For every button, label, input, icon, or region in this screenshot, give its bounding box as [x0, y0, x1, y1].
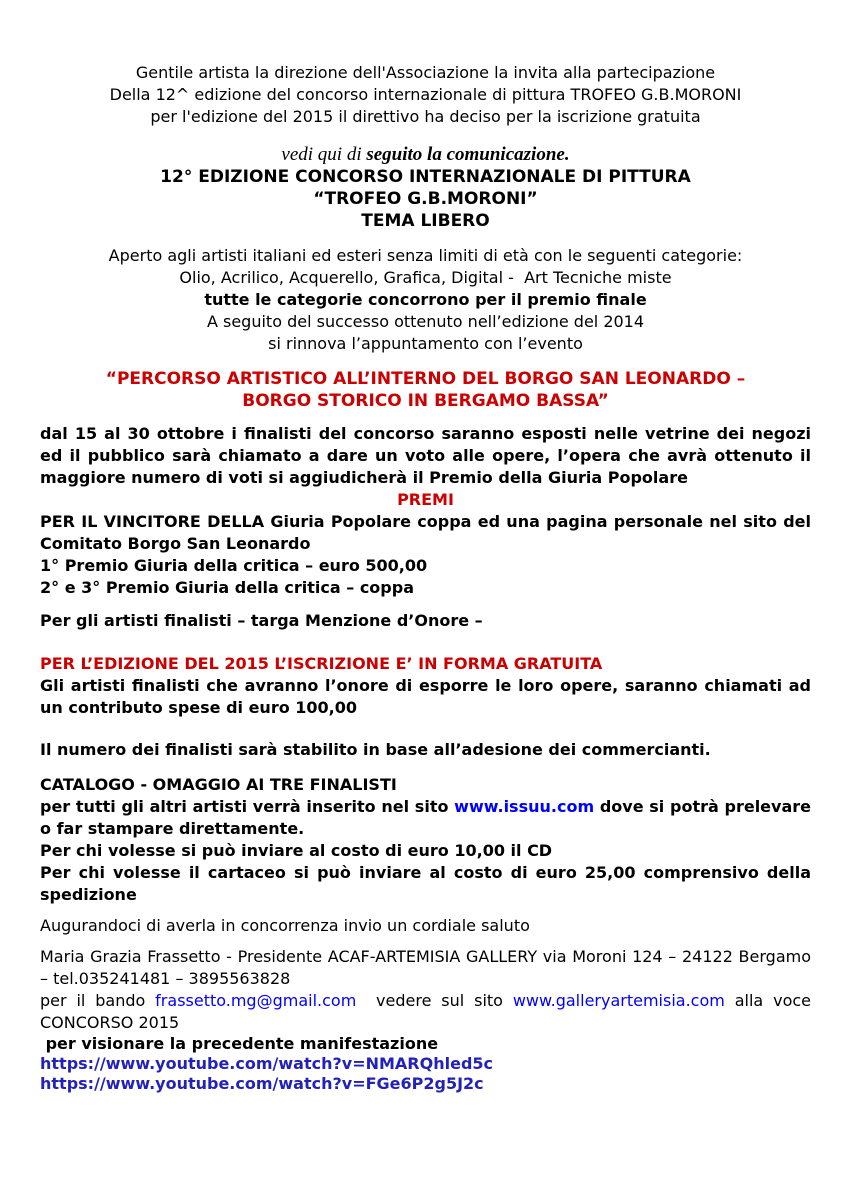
premi-heading: PREMI — [397, 490, 454, 509]
bando-post: alla voce CONCORSO 2015 — [40, 991, 817, 1032]
free-registration-heading: PER L’EDIZIONE DEL 2015 L’ISCRIZIONE E’ IN FORMA GRATUITA — [40, 654, 603, 673]
youtube-link-2[interactable]: https://www.youtube.com/watch?v=FGe6P2g5J2c — [40, 1074, 484, 1093]
bando-paragraph — [40, 990, 817, 1034]
catalog-section — [40, 774, 817, 906]
note-regular-part: vedi qui di — [281, 144, 367, 165]
finalists-number-section — [40, 739, 811, 761]
finalists-number-note: Il numero dei finalisti sarà stabilito in base all’adesione dei commercianti. — [40, 740, 711, 759]
second-third-prize-line: 2° e 3° Premio Giuria della critica – coppa — [40, 578, 414, 597]
intro-line-2: Della 12^ edizione del concorso internazionale di pittura TROFEO G.B.MORONI — [109, 85, 742, 104]
gallery-site-link[interactable]: www.galleryartemisia.com — [512, 991, 725, 1010]
winner-prize-paragraph: PER IL VINCITORE DELLA Giuria Popolare coppa ed una pagina personale nel sito del Comitato Borgo San Leonardo — [40, 512, 817, 553]
event-title-line-1: “PERCORSO ARTISTICO ALL’INTERNO DEL BORGO SAN LEONARDO – — [105, 369, 746, 389]
communication-note-block — [40, 144, 811, 232]
exhibition-paragraph: dal 15 al 30 ottobre i finalisti del concorso saranno esposti nelle vetrine dei negozi ed il pubblico sarà chiamato a dare un voto alle opere, l’opera che avrà ottenuto il maggiore numero di voti si aggiudicherà il Premio della Giuria Popolare — [40, 424, 817, 487]
categories-line-3: tutte le categorie concorrono per il premio finale — [204, 290, 647, 309]
competition-title-line-1: 12° EDIZIONE CONCORSO INTERNAZIONALE DI PITTURA — [160, 167, 691, 187]
bando-pre: per il bando — [40, 991, 156, 1010]
invitation-intro — [40, 62, 811, 128]
finalists-mention-line: Per gli artisti finalisti – targa Menzione d’Onore – — [40, 611, 483, 630]
youtube-link-1-line — [40, 1054, 811, 1074]
registration-section — [40, 653, 817, 719]
issuu-link[interactable]: www.issuu.com — [454, 797, 595, 816]
categories-line-1: Aperto agli artisti italiani ed esteri senza limiti di età con le seguenti categorie: — [108, 246, 743, 265]
intro-line-3: per l'edizione del 2015 il direttivo ha deciso per la iscrizione gratuita — [150, 107, 701, 126]
intro-line-1: Gentile artista la direzione dell'Associazione la invita alla partecipazione — [135, 63, 716, 82]
youtube-link-1[interactable]: https://www.youtube.com/watch?v=NMARQhled5c — [40, 1054, 494, 1073]
catalog-issuu-paragraph — [40, 796, 817, 840]
competition-title-line-2: “TROFEO G.B.MORONI” — [313, 189, 538, 209]
catalog-print-paragraph: Per chi volesse il cartaceo si può inviare al costo di euro 25,00 comprensivo della spedizione — [40, 863, 817, 904]
finalists-mention-section — [40, 610, 811, 632]
signature-paragraph: Maria Grazia Frassetto - Presidente ACAF-ARTEMISIA GALLERY via Moroni 124 – 24122 Bergamo – tel.035241481 – 3895563828 — [40, 947, 817, 988]
closing-greeting: Augurandoci di averla in concorrenza invio un cordiale saluto — [40, 916, 530, 935]
catalog-issuu-post: dove si potrà prelevare o far stampare direttamente. — [40, 797, 817, 838]
event-title-section — [40, 368, 811, 412]
greeting-section — [40, 915, 811, 937]
view-previous-line: per visionare la precedente manifestazione — [40, 1034, 439, 1053]
communication-note — [40, 144, 811, 166]
competition-title-line-3: TEMA LIBERO — [361, 211, 490, 231]
email-link[interactable]: frassetto.mg@gmail.com — [155, 991, 357, 1010]
first-prize-line: 1° Premio Giuria della critica – euro 500,00 — [40, 556, 428, 575]
event-title-line-2: BORGO STORICO IN BERGAMO BASSA” — [242, 391, 609, 411]
categories-line-2: Olio, Acrilico, Acquerello, Grafica, Digital - Art Tecniche miste — [179, 268, 672, 287]
catalog-heading: CATALOGO - OMAGGIO AI TRE FINALISTI — [40, 775, 397, 794]
bando-mid: vedere sul sito — [356, 991, 513, 1010]
categories-section — [40, 245, 811, 355]
contribution-paragraph: Gli artisti finalisti che avranno l’onore di esporre le loro opere, saranno chiamati ad un contributo spese di euro 100,00 — [40, 676, 817, 717]
catalog-issuu-pre: per tutti gli altri artisti verrà inserito nel sito — [40, 797, 455, 816]
categories-line-5: si rinnova l’appuntamento con l’evento — [268, 334, 583, 353]
note-bold-part: seguito la comunicazione. — [366, 144, 570, 165]
youtube-link-2-line — [40, 1074, 811, 1094]
catalog-cd-line: Per chi volesse si può inviare al costo di euro 10,00 il CD — [40, 841, 553, 860]
categories-line-4: A seguito del successo ottenuto nell’edizione del 2014 — [206, 312, 645, 331]
exhibition-and-prizes-section — [40, 423, 817, 599]
signature-section — [40, 946, 817, 1094]
